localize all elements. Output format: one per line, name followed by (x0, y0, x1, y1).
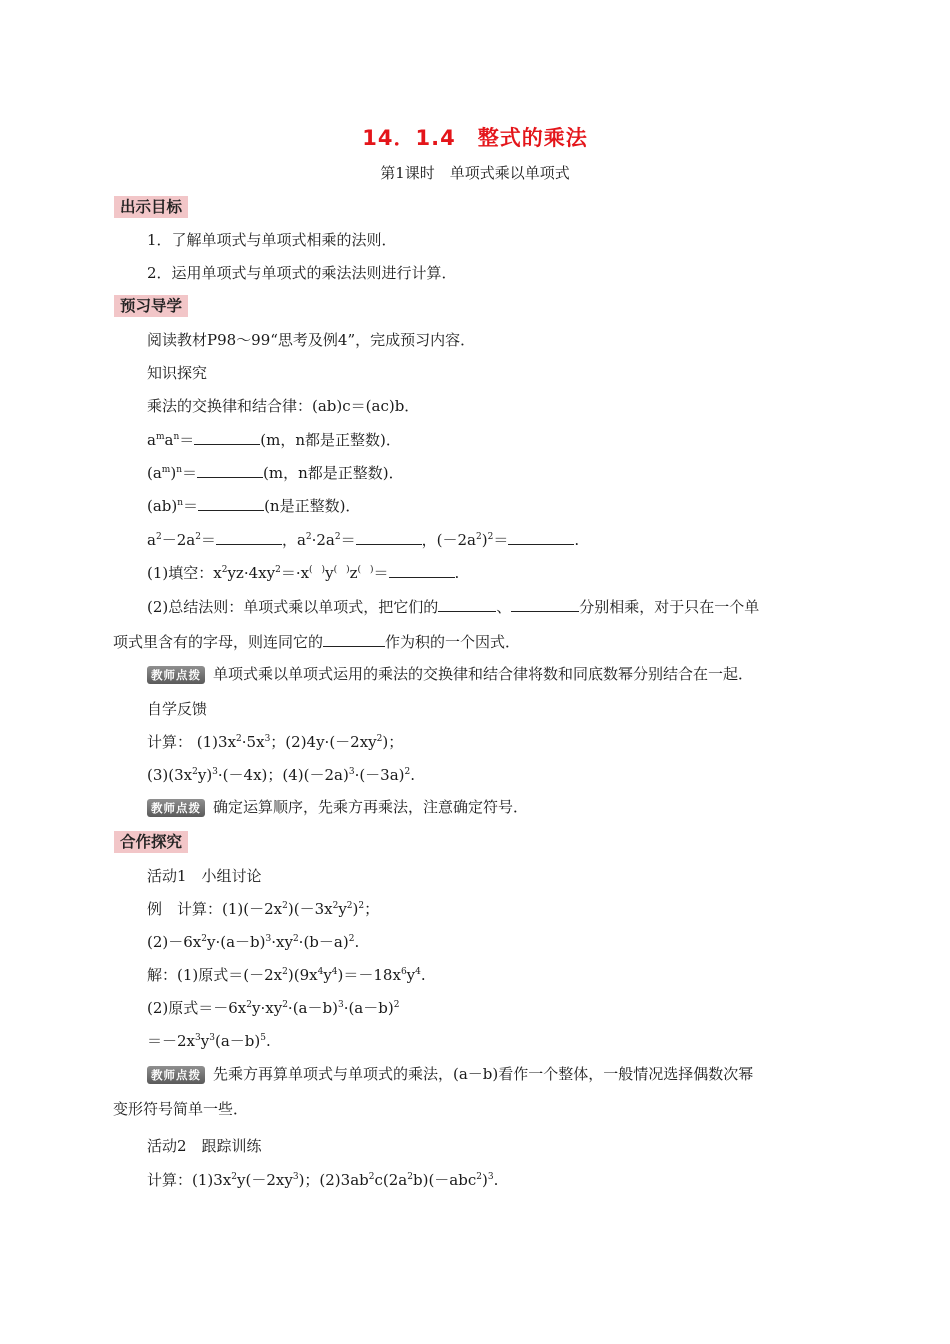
answer-blank[interactable] (356, 530, 422, 545)
activity-title: 活动2 跟踪训练 (147, 1137, 262, 1155)
answer-blank[interactable] (216, 530, 282, 545)
teacher-tip-badge: 教师点拨 (147, 799, 205, 817)
example-line: $(2)-6x^2y\cdot(a-b)^3\cdot xy^2\cdot(b-a)^2$. (147, 933, 360, 951)
solution-line: (2)原式$=-6x^2y\cdot xy^2\cdot(a-b)^3\cdot(a-b)^2$ (147, 999, 400, 1017)
answer-blank[interactable] (197, 463, 263, 478)
fill-in-item: (1)填空：$x^2yz\cdot 4xy^2=\cdot x^{( )}y^{( )}z^{( )}=$ . (147, 564, 460, 582)
goal-item: 1．了解单项式与单项式相乘的法则． (147, 231, 397, 249)
teacher-tip-badge: 教师点拨 (147, 1066, 205, 1084)
goal-item: 2．运用单项式与单项式的乘法法则进行计算． (147, 264, 457, 282)
answer-blank[interactable] (438, 597, 496, 612)
formula-power-of-product: (ab)$^n$＝ (n是正整数)． (147, 497, 361, 515)
teacher-tip-continued: 变形符号简单一些． (113, 1100, 249, 1118)
teacher-tip-badge: 教师点拨 (147, 666, 205, 684)
example-line: 例 计算：$(1)(-2x^2)(-3x^2y^2)^2$； (147, 900, 380, 918)
teacher-tip: 教师点拨 先乘方再算单项式与单项式的乘法，(a－b)看作一个整体，一般情况选择偶数次幂 (147, 1064, 753, 1084)
answer-blank[interactable] (511, 597, 579, 612)
summary-rule-line1: (2)总结法则：单项式乘以单项式，把它们的 、 分别相乘，对于只在一个单 (147, 598, 760, 616)
answer-blank[interactable] (194, 430, 260, 445)
activity-title: 活动1 小组讨论 (147, 867, 262, 885)
exercise-line: $(3)(3x^2y)^3\cdot(-4x)$；$(4)(-2a)^3\cdot(-3a)^2$. (147, 766, 416, 784)
section-badge-preview: 预习导学 (114, 295, 188, 317)
summary-rule-line2: 项式里含有的字母，则连同它的 作为积的一个因式． (113, 633, 521, 651)
explore-label: 知识探究 (147, 364, 208, 382)
page-subtitle: 第1课时 单项式乘以单项式 (380, 164, 570, 182)
solution-line: 解：(1)原式$=(-2x^2)(9x^4y^4)=-18x^6y^4$. (147, 966, 426, 984)
formula-power-of-power: $(a^m)^n= (m$，n都是正整数)． (147, 464, 404, 482)
law-text: 乘法的交换律和结合律：(ab)c＝(ac)b． (147, 397, 420, 415)
formula-practice: $a^2-2a^2=$ ，$a^2\cdot 2a^2=$ ，$(-2a^2)^2=$ . (147, 531, 580, 549)
exercise-line: 计算： $(1)3x^2\cdot 5x^3$；$(2)4y\cdot(-2xy^2)$； (147, 733, 404, 751)
teacher-tip: 教师点拨 确定运算顺序，先乘方再乘法，注意确定符号． (147, 797, 528, 817)
answer-blank[interactable] (389, 563, 455, 578)
feedback-label: 自学反馈 (147, 700, 208, 718)
answer-blank[interactable] (198, 496, 264, 511)
section-badge-goals: 出示目标 (114, 196, 188, 218)
answer-blank[interactable] (508, 530, 574, 545)
section-badge-coop: 合作探究 (114, 831, 188, 853)
teacher-tip: 教师点拨 单项式乘以单项式运用的乘法的交换律和结合律将数和同底数幂分别结合在一起． (147, 664, 753, 684)
reading-instruction: 阅读教材P98～99“思考及例4”，完成预习内容． (147, 331, 476, 349)
page-title: 14．1.4 整式的乘法 (362, 126, 588, 150)
answer-blank[interactable] (323, 632, 385, 647)
exercise-line: 计算：$(1)3x^2y(-2xy^3)$；$(2)3ab^2c(2a^2b)(-abc^2)^3$. (147, 1171, 499, 1189)
formula-power-product: $a^ma^n= (m$，n都是正整数)． (147, 431, 401, 449)
solution-line: $=-2x^3y^3(a-b)^5$. (147, 1032, 271, 1050)
